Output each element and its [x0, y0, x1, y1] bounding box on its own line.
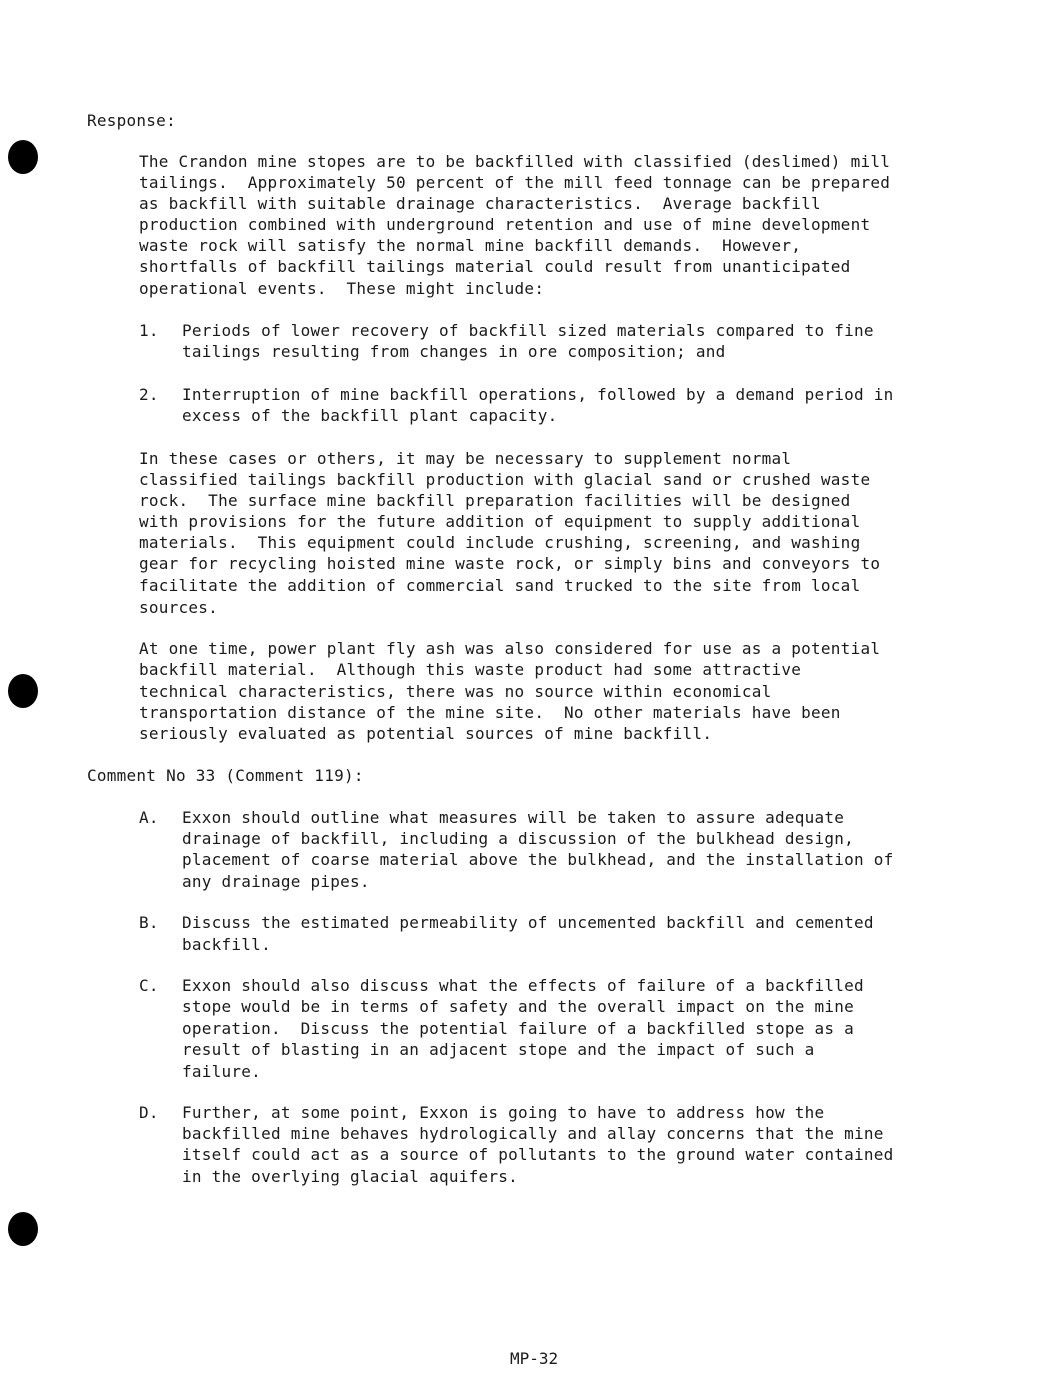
paragraph-line: shortfalls of backfill tailings material could result from unanticipated	[139, 257, 851, 276]
comment-heading: Comment No 33 (Comment 119):	[87, 766, 364, 785]
paragraph-line: tailings. Approximately 50 percent of the mill feed tonnage can be prepared	[139, 173, 891, 192]
list-marker: C.	[139, 976, 159, 995]
list-item-line: Discuss the estimated permeability of uncemented backfill and cemented	[182, 913, 874, 932]
paragraph-line: transportation distance of the mine site. No other materials have been	[139, 703, 841, 722]
list-item-line: failure.	[182, 1062, 262, 1081]
list-marker: 2.	[139, 385, 159, 404]
list-item-line: any drainage pipes.	[182, 872, 370, 891]
list-marker: D.	[139, 1103, 159, 1122]
binder-hole-middle	[8, 674, 38, 708]
paragraph-line: In these cases or others, it may be necessary to supplement normal	[139, 449, 792, 468]
paragraph-line: with provisions for the future addition of equipment to supply additional	[139, 512, 861, 531]
page-number: MP-32	[510, 1349, 559, 1368]
paragraph-line: backfill material. Although this waste product had some attractive	[139, 660, 802, 679]
paragraph-line: materials. This equipment could include crushing, screening, and washing	[139, 533, 861, 552]
list-item-line: excess of the backfill plant capacity.	[182, 406, 558, 425]
list-marker: 1.	[139, 321, 159, 340]
list-marker: A.	[139, 808, 159, 827]
list-item-line: drainage of backfill, including a discussion of the bulkhead design,	[182, 829, 855, 848]
list-item-line: result of blasting in an adjacent stope and the impact of such a	[182, 1040, 815, 1059]
list-item-line: tailings resulting from changes in ore composition; and	[182, 342, 726, 361]
list-marker: B.	[139, 913, 159, 932]
paragraph-line: sources.	[139, 598, 219, 617]
list-item-line: itself could act as a source of pollutants to the ground water contained	[182, 1145, 894, 1164]
list-item-line: operation. Discuss the potential failure of a backfilled stope as a	[182, 1019, 855, 1038]
list-item-line: backfilled mine behaves hydrologically and allay concerns that the mine	[182, 1124, 884, 1143]
response-heading: Response:	[87, 111, 176, 130]
paragraph-line: gear for recycling hoisted mine waste rock, or simply bins and conveyors to	[139, 554, 881, 573]
paragraph-line: technical characteristics, there was no source within economical	[139, 682, 772, 701]
paragraph-line: The Crandon mine stopes are to be backfilled with classified (deslimed) mill	[139, 152, 891, 171]
paragraph-line: production combined with underground retention and use of mine development	[139, 215, 871, 234]
binder-hole-top	[8, 140, 38, 174]
list-item-line: placement of coarse material above the bulkhead, and the installation of	[182, 850, 894, 869]
list-item-line: backfill.	[182, 935, 271, 954]
paragraph-line: seriously evaluated as potential sources of mine backfill.	[139, 724, 713, 743]
list-item-line: Periods of lower recovery of backfill sized materials compared to fine	[182, 321, 874, 340]
paragraph-line: rock. The surface mine backfill preparation facilities will be designed	[139, 491, 851, 510]
paragraph-line: At one time, power plant fly ash was also considered for use as a potential	[139, 639, 881, 658]
list-item-line: Further, at some point, Exxon is going to have to address how the	[182, 1103, 825, 1122]
list-item-line: Exxon should also discuss what the effects of failure of a backfilled	[182, 976, 864, 995]
paragraph-line: operational events. These might include:	[139, 279, 545, 298]
list-item-line: stope would be in terms of safety and the overall impact on the mine	[182, 997, 855, 1016]
paragraph-line: facilitate the addition of commercial sand trucked to the site from local	[139, 576, 861, 595]
list-item-line: Exxon should outline what measures will be taken to assure adequate	[182, 808, 845, 827]
paragraph-line: as backfill with suitable drainage characteristics. Average backfill	[139, 194, 821, 213]
list-item-line: in the overlying glacial aquifers.	[182, 1167, 519, 1186]
list-item-line: Interruption of mine backfill operations, followed by a demand period in	[182, 385, 894, 404]
paragraph-line: waste rock will satisfy the normal mine backfill demands. However,	[139, 236, 802, 255]
binder-hole-bottom	[8, 1212, 38, 1246]
paragraph-line: classified tailings backfill production with glacial sand or crushed waste	[139, 470, 871, 489]
